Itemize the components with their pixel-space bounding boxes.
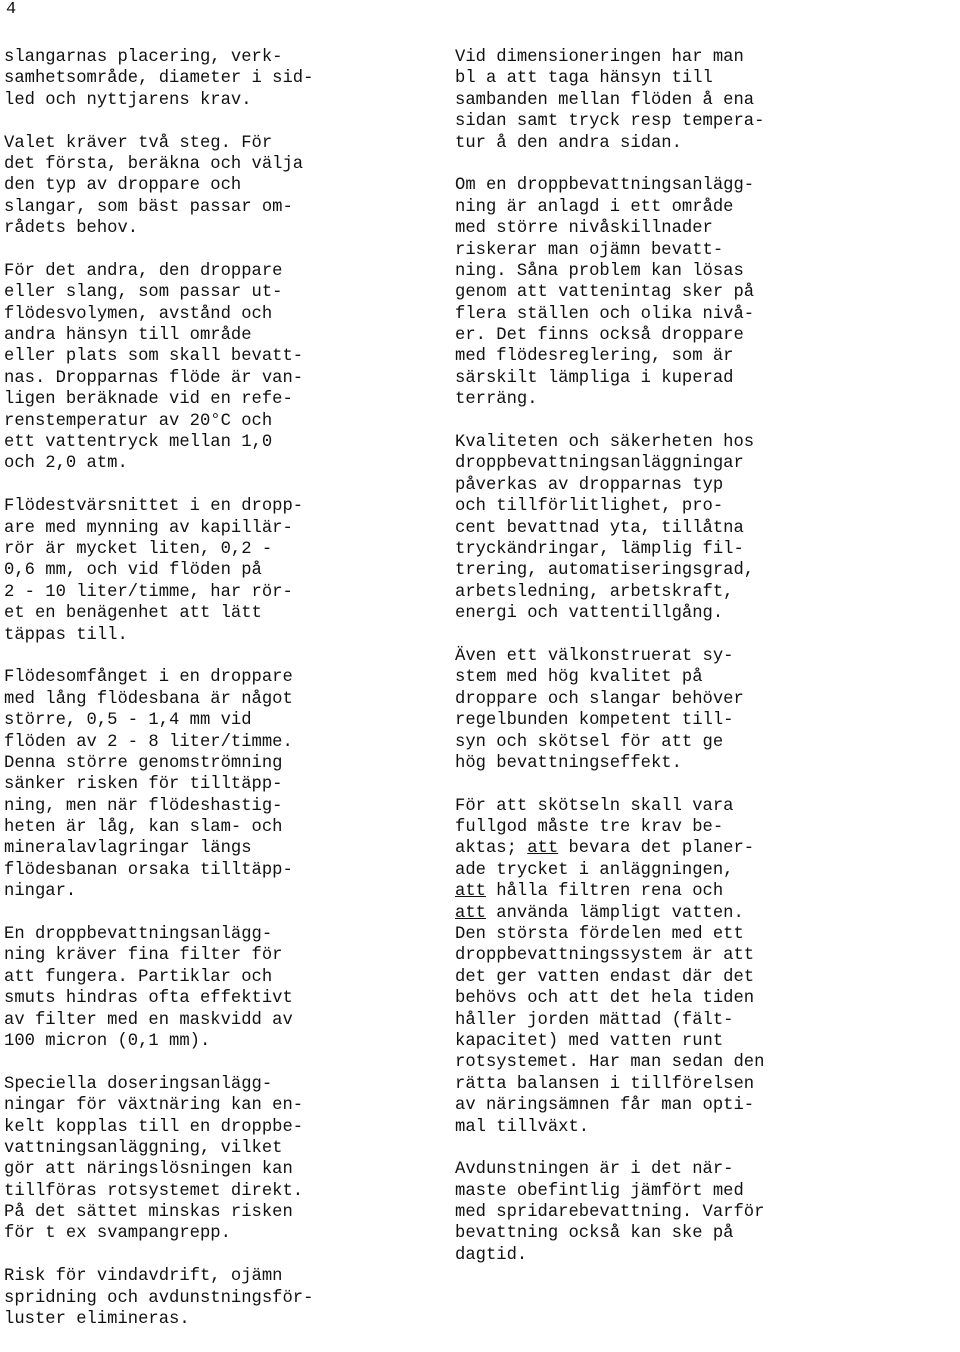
text-line: tryckändringar, lämplig fil- (455, 539, 744, 559)
text-line (455, 838, 895, 859)
text-fragment: aktas; (455, 839, 528, 859)
text-line: eller plats som skall bevatt- (4, 347, 304, 367)
text-line: heten är låg, kan slam- och (4, 818, 283, 838)
text-line: nas. Dropparnas flöde är van- (4, 368, 304, 388)
text-line: rådets behov. (4, 219, 139, 239)
text-line: täppas till. (4, 625, 128, 645)
text-line: flera ställen och olika nivå- (455, 304, 755, 324)
text-line: smuts hindras ofta effektivt (4, 989, 293, 1009)
text-line: Denna större genomströmning (4, 753, 283, 773)
text-line: are med mynning av kapillär- (4, 518, 293, 538)
text-line: ligen beräknade vid en refe- (4, 390, 293, 410)
text-line: För det andra, den droppare (4, 261, 283, 281)
paragraph (455, 646, 895, 774)
text-line: stem med hög kvalitet på (455, 668, 703, 688)
text-fragment: bevara det planer- (558, 839, 755, 859)
text-line: ningar för växtnäring kan en- (4, 1096, 304, 1116)
paragraph (455, 47, 895, 154)
text-line: Om en droppbevattningsanlägg- (455, 176, 755, 196)
text-line: andra hänsyn till område (4, 326, 252, 346)
text-line: energi och vattentillgång. (455, 604, 724, 624)
text-line: dagtid. (455, 1245, 528, 1265)
text-line: det ger vatten endast där det (455, 967, 755, 987)
text-line: och tillförlitlighet, pro- (455, 497, 724, 517)
paragraph (4, 496, 444, 646)
text-line: med större nivåskillnader (455, 219, 713, 239)
text-line: av filter med en maskvidd av (4, 1010, 293, 1030)
text-line: eller slang, som passar ut- (4, 283, 283, 303)
text-line: På det sättet minskas risken (4, 1203, 293, 1223)
text-line: renstemperatur av 20°C och (4, 411, 273, 431)
text-line: slangarnas placering, verk- (4, 48, 283, 67)
text-line: slangar, som bäst passar om- (4, 197, 293, 217)
text-line: ade trycket i anläggningen, (455, 860, 734, 880)
text-line: den typ av droppare och (4, 176, 242, 196)
text-line (455, 903, 895, 924)
text-line (455, 924, 895, 945)
text-line: trering, automatiseringsgrad, (455, 561, 755, 581)
paragraph (4, 1074, 444, 1245)
text-line: Avdunstningen är i det när- (455, 1160, 734, 1180)
text-line: fullgod måste tre krav be- (455, 818, 724, 838)
text-line: rotsystemet. Har man sedan den (455, 1053, 765, 1073)
text-line: mineralavlagringar längs (4, 839, 252, 859)
text-line: rätta balansen i tillförelsen (455, 1074, 755, 1094)
text-line: kelt kopplas till en droppbe- (4, 1117, 304, 1137)
text-line: större, 0,5 - 1,4 mm vid (4, 711, 252, 731)
text-fragment: Den (455, 925, 486, 945)
text-line: mal tillväxt. (455, 1117, 590, 1137)
text-fragment: hålla filtren rena och (485, 882, 724, 902)
text-line: flödesvolymen, avstånd och (4, 304, 273, 324)
text-line: spridning och avdunstningsför- (4, 1288, 314, 1308)
text-line: luster elimineras. (4, 1310, 190, 1330)
text-line: med lång flödesbana är något (4, 689, 293, 709)
text-line: påverkas av dropparnas typ (455, 475, 724, 495)
text-line: Flödesomfånget i en droppare (4, 668, 293, 688)
text-line: er. Det finns också droppare (455, 326, 744, 346)
paragraph (455, 796, 895, 1138)
text-line: 2 - 10 liter/timme, har rör- (4, 582, 293, 602)
text-line: flöden av 2 - 8 liter/timme. (4, 732, 293, 752)
text-line: hög bevattningseffekt. (455, 753, 682, 773)
underlined-word: att (455, 903, 486, 923)
paragraph (455, 1159, 895, 1266)
text-line: genom att vattenintag sker på (455, 283, 755, 303)
text-line: droppbevattningssystem är att (455, 946, 755, 966)
text-line: En droppbevattningsanlägg- (4, 925, 273, 945)
text-line: Risk för vindavdrift, ojämn (4, 1267, 283, 1287)
paragraph (455, 432, 895, 625)
text-line: att fungera. Partiklar och (4, 967, 273, 987)
text-line: Även ett välkonstruerat sy- (455, 646, 734, 666)
text-line: sambanden mellan flöden å ena (455, 90, 755, 110)
text-line: Flödestvärsnittet i en dropp- (4, 497, 304, 517)
text-line: och 2,0 atm. (4, 454, 128, 474)
text-line: av näringsämnen får man opti- (455, 1096, 755, 1116)
text-line: terräng. (455, 390, 538, 410)
text-line: 0,6 mm, och vid flöden på (4, 561, 262, 581)
text-line: led och nyttjarens krav. (4, 90, 252, 110)
text-fragment: största fördelen med ett (485, 925, 744, 945)
right-column (455, 47, 895, 1288)
text-line: vattningsanläggning, vilket (4, 1138, 283, 1158)
text-line: arbetsledning, arbetskraft, (455, 582, 734, 602)
text-line: Valet kräver två steg. För (4, 133, 273, 153)
text-line: Vid dimensioneringen har man (455, 48, 744, 67)
text-line: droppbevattningsanläggningar (455, 454, 744, 474)
paragraph (4, 261, 444, 475)
text-line: 100 micron (0,1 mm). (4, 1031, 211, 1051)
text-line: ning kräver fina filter för (4, 946, 283, 966)
text-line: rör är mycket liten, 0,2 - (4, 539, 273, 559)
text-line: särskilt lämpliga i kuperad (455, 368, 734, 388)
paragraph (455, 175, 895, 410)
paragraph (4, 133, 444, 240)
page-number: 4 (6, 0, 17, 19)
text-line: sidan samt tryck resp tempera- (455, 112, 765, 132)
text-line: det första, beräkna och välja (4, 154, 304, 174)
text-line: bl a att taga hänsyn till (455, 69, 713, 89)
text-line: samhetsområde, diameter i sid- (4, 69, 314, 89)
text-line: cent bevattnad yta, tillåtna (455, 518, 744, 538)
paragraph (4, 47, 444, 111)
text-line: ning är anlagd i ett område (455, 197, 734, 217)
text-line: ett vattentryck mellan 1,0 (4, 433, 273, 453)
text-line: tillföras rotsystemet direkt. (4, 1181, 304, 1201)
text-line: ning, men när flödeshastig- (4, 796, 283, 816)
text-line: flödesbanan orsaka tilltäpp- (4, 860, 293, 880)
text-line: med spridarebevattning. Varför (455, 1203, 765, 1223)
text-line: Kvaliteten och säkerheten hos (455, 433, 755, 453)
text-line: behövs och att det hela tiden (455, 989, 755, 1009)
text-line: för t ex svampangrepp. (4, 1224, 231, 1244)
text-line: ning. Såna problem kan lösas (455, 261, 744, 281)
text-line: gör att näringslösningen kan (4, 1160, 293, 1180)
text-fragment: använda lämpligt vatten. (485, 903, 744, 923)
paragraph (4, 924, 444, 1052)
text-line: et en benägenhet att lätt (4, 604, 262, 624)
text-line: Speciella doseringsanlägg- (4, 1074, 273, 1094)
text-line: ningar. (4, 882, 77, 902)
text-line: bevattning också kan ske på (455, 1224, 734, 1244)
underlined-word: att (455, 882, 486, 902)
text-line (455, 881, 895, 902)
text-line: sänker risken för tilltäpp- (4, 775, 283, 795)
text-line: maste obefintlig jämfört med (455, 1181, 744, 1201)
text-line: riskerar man ojämn bevatt- (455, 240, 724, 260)
paragraph (4, 1266, 444, 1330)
text-line: kapacitet) med vatten runt (455, 1031, 724, 1051)
text-line: droppare och slangar behöver (455, 689, 744, 709)
text-line: syn och skötsel för att ge (455, 732, 724, 752)
text-line: regelbunden kompetent till- (455, 711, 734, 731)
text-line: tur å den andra sidan. (455, 133, 682, 153)
paragraph (4, 667, 444, 902)
text-line: För att skötseln skall vara (455, 796, 734, 816)
underlined-word: att (527, 839, 559, 859)
text-line: med flödesreglering, som är (455, 347, 734, 367)
left-column (4, 47, 444, 1352)
text-line: håller jorden mättad (fält- (455, 1010, 734, 1030)
